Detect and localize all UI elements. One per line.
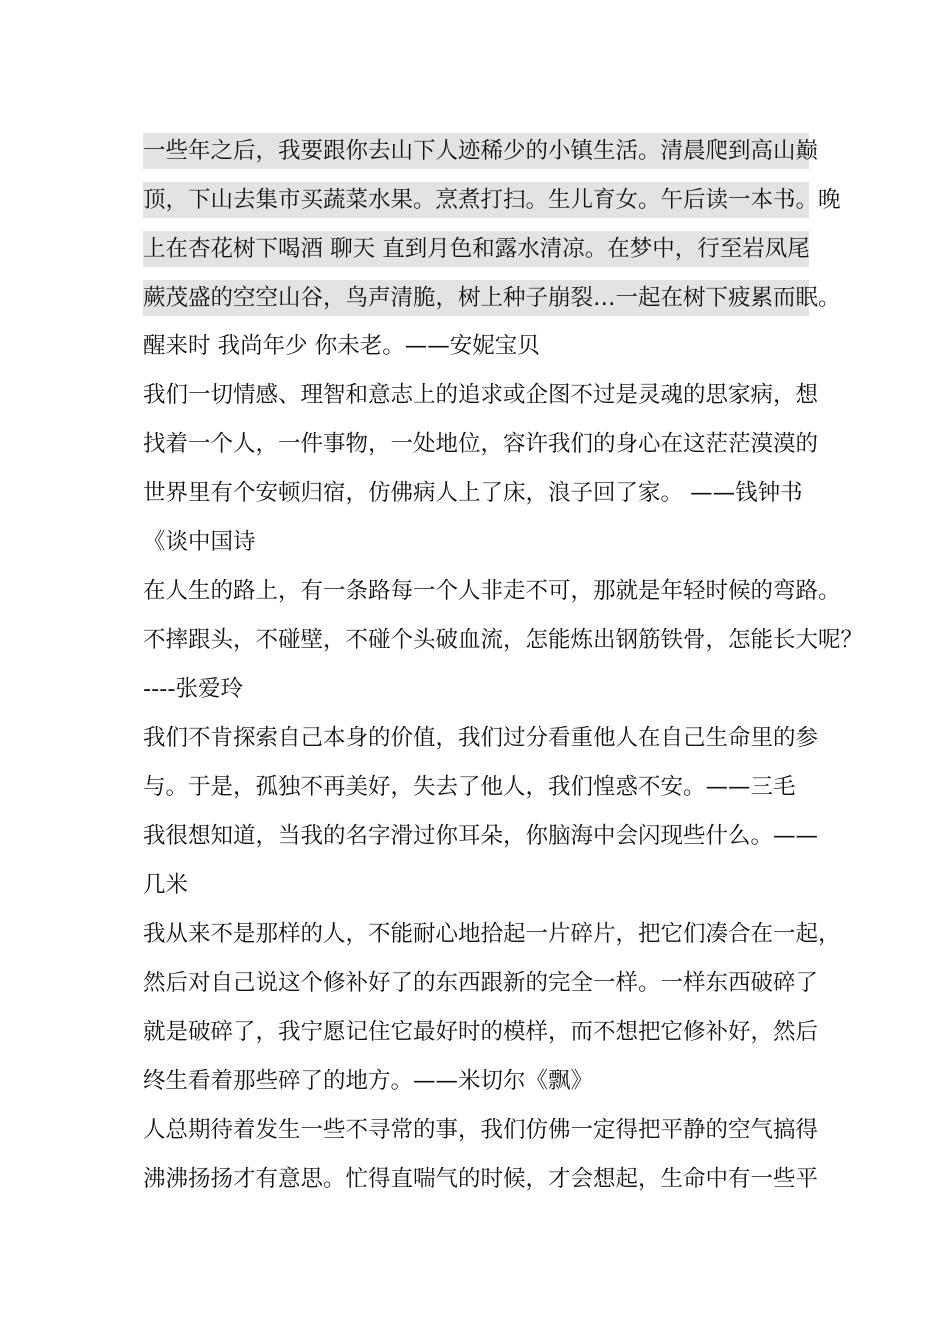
text-line: 在人生的路上，有一条路每一个人非走不可，那就是年轻时候的弯路。	[143, 578, 841, 604]
text-line: 醒来时 我尚年少 你未老。——安妮宝贝	[143, 333, 540, 359]
text-line: 找着一个人，一件事物，一处地位，容许我们的身心在这茫茫漠漠的	[143, 431, 819, 457]
highlighted-text: 一些年之后，我要跟你去山下人迹稀少的小镇生活。清晨爬到高山巅	[143, 133, 809, 169]
document-page	[143, 126, 864, 1204]
text-line: 我很想知道，当我的名字滑过你耳朵，你脑海中会闪现些什么。——	[143, 823, 819, 849]
text-line: 我们不肯探索自己本身的价值，我们过分看重他人在自己生命里的参	[143, 725, 819, 751]
text-line: 人总期待着发生一些不寻常的事，我们仿佛一定得把平静的空气搞得	[143, 1117, 819, 1143]
text-line: 沸沸扬扬才有意思。忙得直喘气的时候，才会想起，生命中有一些平	[143, 1166, 819, 1192]
text-line: 终生看着那些碎了的地方。——米切尔《飘》	[143, 1068, 594, 1094]
highlighted-text: 上在杏花树下喝酒 聊天 直到月色和露水清凉。在梦中，行至岩凤尾	[143, 231, 809, 267]
highlighted-line	[143, 175, 841, 224]
highlighted-line	[143, 224, 823, 273]
text-line: 不摔跟头，不碰壁，不碰个头破血流，怎能炼出钢筋铁骨，怎能长大呢？	[143, 627, 864, 653]
text-line: 几米	[143, 872, 189, 898]
text-line: 世界里有个安顿归宿，仿佛病人上了床，浪子回了家。 ——钱钟书	[143, 480, 803, 506]
text-line: 然后对自己说这个修补好了的东西跟新的完全一样。一样东西破碎了	[143, 970, 819, 996]
text-line: 与。于是，孤独不再美好，失去了他人，我们惶惑不安。——三毛	[143, 774, 796, 800]
highlighted-text: 蕨茂盛的空空山谷，鸟声清脆，树上种子崩裂…一起在树下疲累而眠。	[143, 280, 809, 316]
text-line: 《谈中国诗	[143, 529, 256, 555]
text-line: 我们一切情感、理智和意志上的追求或企图不过是灵魂的思家病，想	[143, 382, 819, 408]
highlighted-line	[143, 126, 823, 175]
highlighted-line	[143, 273, 841, 322]
text-line: 我从来不是那样的人，不能耐心地拾起一片碎片，把它们凑合在一起，	[143, 921, 841, 947]
text-line: ----张爱玲	[143, 676, 243, 702]
text-line: 就是破碎了，我宁愿记住它最好时的模样，而不想把它修补好，然后	[143, 1019, 819, 1045]
highlighted-text: 顶，下山去集市买蔬菜水果。烹煮打扫。生儿育女。午后读一本书。晚	[143, 182, 809, 218]
